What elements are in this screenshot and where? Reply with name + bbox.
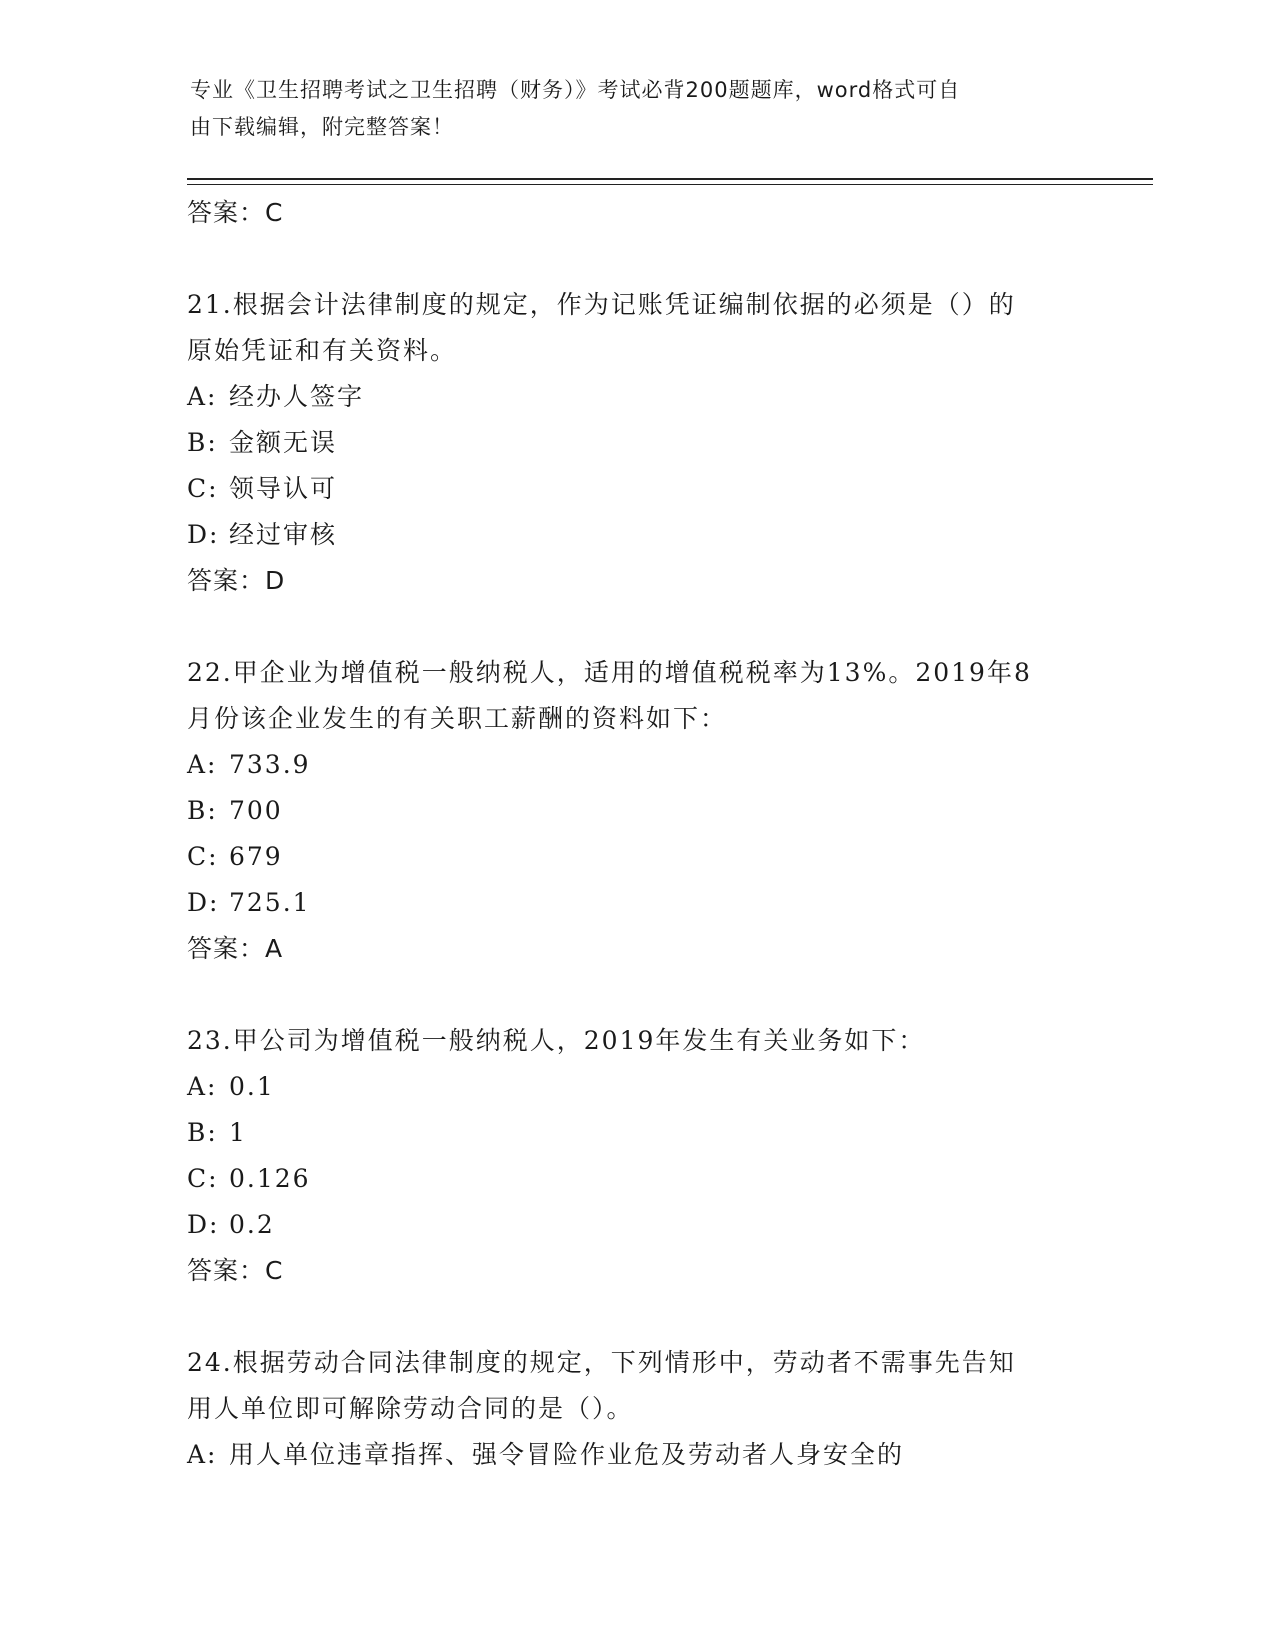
option-b [187, 420, 1087, 466]
option-d [187, 880, 1087, 926]
option-text: 700 [229, 796, 283, 825]
question-text-line: 用人单位即可解除劳动合同的是（）。 [187, 1394, 634, 1423]
question-text-line: 21.根据会计法律制度的规定，作为记账凭证编制依据的必须是（）的 [187, 290, 1016, 319]
option-label: C: [187, 1164, 219, 1193]
question-24 [187, 1340, 1087, 1478]
question-text-line: 24.根据劳动合同法律制度的规定，下列情形中，劳动者不需事先告知 [187, 1348, 1016, 1377]
option-label: A: [187, 1072, 218, 1101]
question-text-line: 月份该企业发生的有关职工薪酬的资料如下： [187, 704, 728, 733]
option-text: 金额无误 [229, 428, 338, 457]
question-text-line: 22.甲企业为增值税一般纳税人，适用的增值税税率为13%。2019年8 [187, 658, 1032, 687]
question-list [187, 190, 1087, 1478]
option-text: 领导认可 [229, 474, 338, 503]
option-d [187, 512, 1087, 558]
option-a [187, 742, 1087, 788]
option-c [187, 1156, 1087, 1202]
option-label: C: [187, 842, 219, 871]
answer-line: 答案：C [187, 198, 284, 227]
question-23 [187, 1018, 1087, 1294]
header-rule-thick [187, 178, 1153, 180]
option-text: 733.9 [229, 750, 311, 779]
option-c [187, 834, 1087, 880]
answer-line: 答案：D [187, 566, 286, 595]
option-text: 725.1 [229, 888, 311, 917]
option-label: A: [187, 1440, 218, 1469]
option-label: B: [187, 1118, 218, 1147]
option-text: 0.2 [229, 1210, 275, 1239]
option-label: A: [187, 382, 218, 411]
header-line-1: 专业《卫生招聘考试之卫生招聘（财务）》考试必背200题题库，word格式可自 [190, 78, 961, 102]
option-b [187, 788, 1087, 834]
document-header [190, 72, 1070, 146]
option-label: D: [187, 520, 220, 549]
option-a [187, 1432, 1087, 1478]
option-text: 679 [229, 842, 283, 871]
option-text: 0.126 [229, 1164, 311, 1193]
option-c [187, 466, 1087, 512]
option-label: C: [187, 474, 219, 503]
option-a [187, 374, 1087, 420]
question-text-line: 23.甲公司为增值税一般纳税人，2019年发生有关业务如下： [187, 1026, 926, 1055]
option-d [187, 1202, 1087, 1248]
header-line-2: 由下载编辑，附完整答案！ [190, 115, 454, 139]
option-label: D: [187, 1210, 220, 1239]
option-b [187, 1110, 1087, 1156]
option-text: 用人单位违章指挥、强令冒险作业危及劳动者人身安全的 [229, 1440, 905, 1469]
option-text: 经办人签字 [229, 382, 365, 411]
option-label: D: [187, 888, 220, 917]
option-text: 1 [229, 1118, 247, 1147]
answer-line: 答案：C [187, 1256, 284, 1285]
question-21 [187, 282, 1087, 604]
option-text: 0.1 [229, 1072, 275, 1101]
option-a [187, 1064, 1087, 1110]
question-22 [187, 650, 1087, 972]
option-label: A: [187, 750, 218, 779]
question-text-line: 原始凭证和有关资料。 [187, 336, 458, 365]
option-label: B: [187, 796, 218, 825]
answer-line: 答案：A [187, 934, 284, 963]
header-rule-thin [187, 184, 1153, 185]
option-text: 经过审核 [229, 520, 338, 549]
option-label: B: [187, 428, 218, 457]
